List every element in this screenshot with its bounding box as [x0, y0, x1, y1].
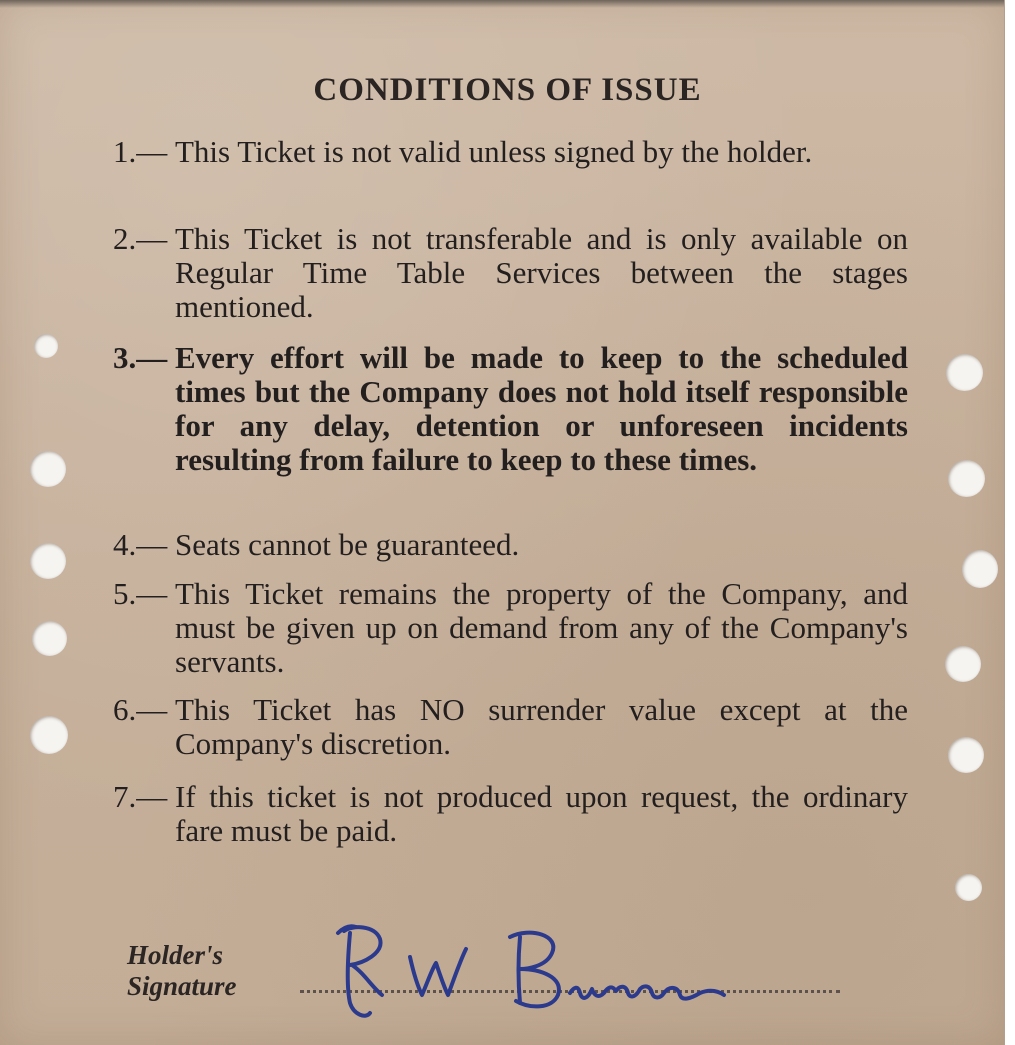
condition-number: 2.— — [113, 221, 168, 256]
top-edge-shadow — [0, 0, 1004, 8]
perforation-hole — [962, 550, 998, 588]
condition-6 — [113, 693, 908, 761]
condition-text: This Ticket has NO surrender value except at the Company's discretion. — [175, 692, 908, 761]
condition-text: Every effort will be made to keep to the scheduled times but the Company does not hold itself responsible for any delay, detention or unforeseen incidents resulting from failure to keep to these times. — [175, 340, 908, 477]
condition-text: This Ticket is not transferable and is only available on Regular Time Table Services between the stages mentioned. — [175, 221, 908, 324]
signature-label-line2: Signature — [127, 971, 237, 1001]
page-title: CONDITIONS OF ISSUE — [313, 72, 702, 108]
condition-number: 4.— — [113, 527, 168, 562]
condition-number: 3.— — [113, 340, 168, 375]
perforation-hole — [30, 451, 66, 487]
perforation-hole — [32, 621, 67, 656]
condition-number: 6.— — [113, 692, 168, 727]
condition-3 — [113, 341, 908, 477]
condition-text: If this ticket is not produced upon request, the ordinary fare must be paid. — [175, 779, 908, 848]
condition-1 — [113, 135, 908, 169]
condition-2 — [113, 222, 908, 324]
perforation-hole — [948, 460, 985, 497]
perforation-hole — [30, 543, 66, 579]
perforation-hole — [30, 716, 68, 754]
condition-5 — [113, 577, 908, 679]
condition-text: This Ticket remains the property of the Company, and must be given up on demand from any of the Company's servants. — [175, 576, 908, 679]
condition-text: This Ticket is not valid unless signed by the holder. — [175, 134, 813, 169]
signature-label — [127, 940, 237, 1002]
condition-4 — [113, 528, 908, 562]
condition-text: Seats cannot be guaranteed. — [175, 527, 520, 562]
perforation-hole — [948, 737, 984, 773]
perforation-hole — [955, 874, 982, 901]
condition-7 — [113, 780, 908, 848]
signature-label-line1: Holder's — [127, 940, 224, 970]
perforation-hole — [34, 334, 58, 358]
perforation-hole — [945, 646, 981, 682]
perforation-hole — [946, 354, 983, 391]
condition-number: 5.— — [113, 576, 168, 611]
condition-number: 7.— — [113, 779, 168, 814]
handwritten-signature — [320, 915, 740, 1030]
condition-number: 1.— — [113, 134, 168, 169]
